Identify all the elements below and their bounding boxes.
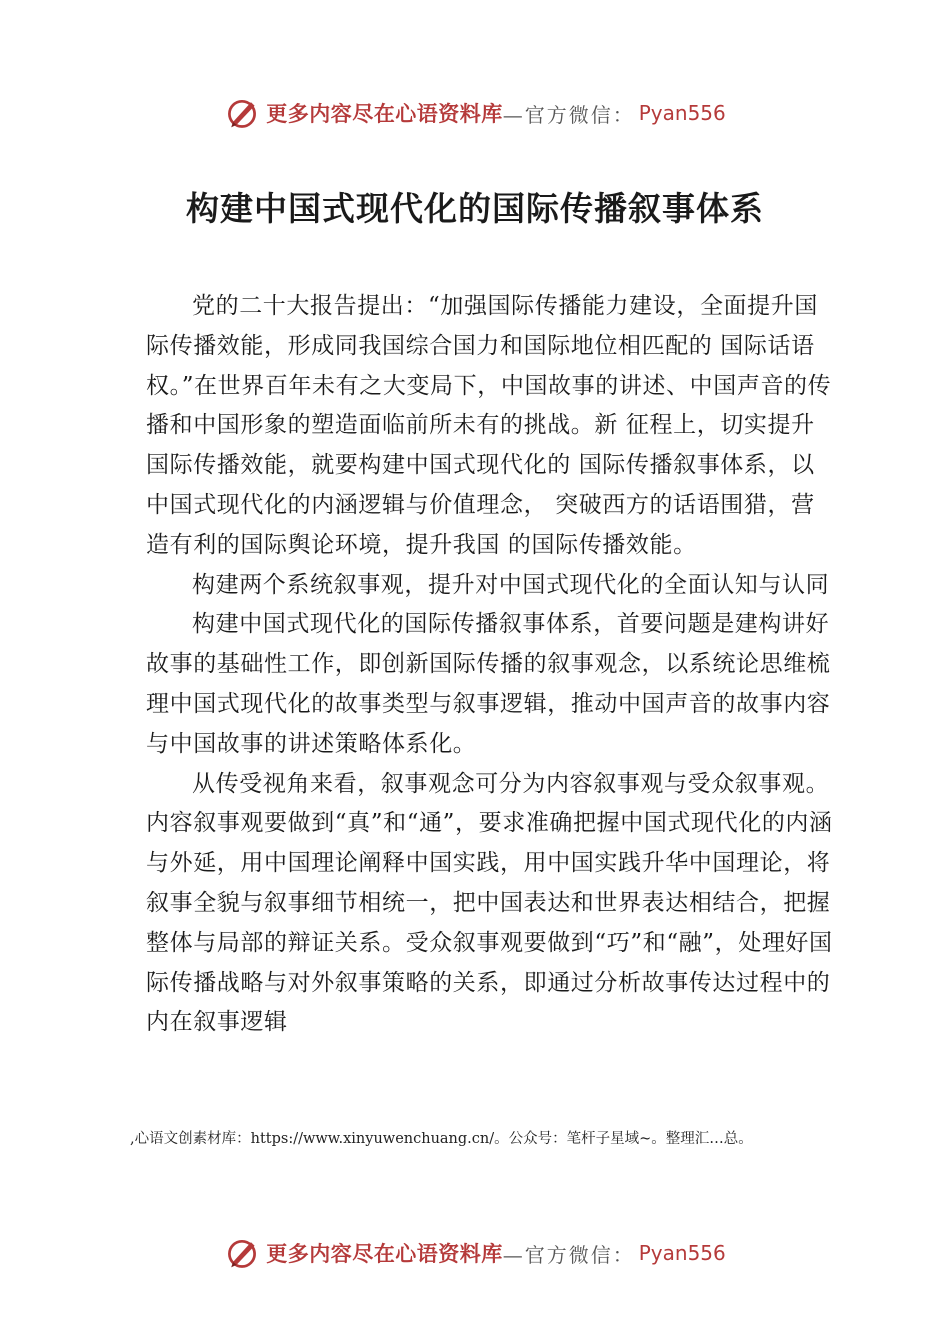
source-note: ,心语文创素材库：https://www.xinyuwenchuang.cn/。公众号：笔杆子星域~。整理汇…总。 — [130, 1131, 753, 1147]
banner-subtitle: —官方微信： — [502, 1242, 635, 1267]
header-banner — [0, 93, 950, 133]
banner-subtitle: —官方微信： — [502, 102, 635, 127]
pen-logo-icon — [224, 1235, 260, 1271]
pen-logo-icon — [224, 95, 260, 131]
banner-title: 更多内容尽在心语资料库 — [266, 1241, 503, 1266]
banner-wechat-id: Pyan556 — [638, 1241, 726, 1265]
paragraph-intro: 党的二十大报告提出：“加强国际传播能力建设，全面提升国际传播效能，形成同我国综合国力和国际地位相匹配的 国际话语权。”在世界百年未有之大变局下，中国故事的讲述、中国声音的传播和中国形象的塑造面临前所未有的挑战。新 征程上，切实提升国际传播效能，就要构建中国式现代化的 国际传播叙事体系，以中国式现代化的内涵逻辑与价值理念， 突破西方的话语围猎，营造有利的国际舆论环境，提升我国 的国际传播效能。 — [146, 293, 832, 558]
paragraph-framework: 构建中国式现代化的国际传播叙事体系，首要问题是建构讲好故事的基础性工作，即创新国际传播的叙事观念，以系统论思维梳理中国式现代化的故事类型与叙事逻辑，推动中国声音的故事内容与中国故事的讲述策略体系化。 — [146, 611, 831, 757]
banner-title: 更多内容尽在心语资料库 — [266, 101, 503, 126]
footer-banner — [0, 1233, 950, 1273]
banner-wechat-id: Pyan556 — [638, 101, 726, 125]
page-title: 构建中国式现代化的国际传播叙事体系 — [186, 189, 764, 228]
article-body — [146, 287, 836, 1043]
paragraph-narrative-views: 从传受视角来看，叙事观念可分为内容叙事观与受众叙事观。内容叙事观要做到“真”和“通”，要求准确把握中国式现代化的内涵与外延，用中国理论阐释中国实践，用中国实践升华中国理论，将叙事全貌与叙事细节相统一，把中国表达和世界表达相结合，把握整体与局部的辩证关系。受众叙事观要做到“巧”和“融”，处理好国际传播战略与对外叙事策略的关系，即通过分析故事传达过程中的内在叙事逻辑 — [146, 770, 833, 1036]
section-heading: 构建两个系统叙事观，提升对中国式现代化的全面认知与认同 — [192, 571, 830, 598]
